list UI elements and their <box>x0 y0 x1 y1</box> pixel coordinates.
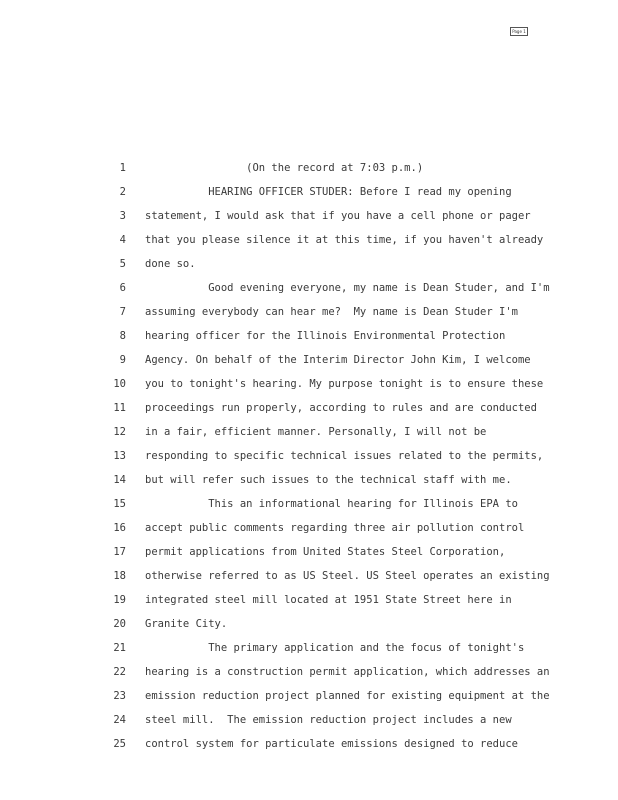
line-text: that you please silence it at this time, if you haven't already <box>145 234 544 246</box>
line-number: 9 <box>119 354 126 366</box>
line-number: 8 <box>119 330 126 342</box>
line-text: otherwise referred to as US Steel. US Steel operates an existing <box>145 570 550 582</box>
transcript-line <box>0 300 618 324</box>
line-number: 24 <box>113 714 126 726</box>
line-text: Agency. On behalf of the Interim Director John Kim, I welcome <box>145 354 531 366</box>
transcript-line <box>0 276 618 300</box>
transcript-line <box>0 420 618 444</box>
transcript-line <box>0 396 618 420</box>
line-text: (On the record at 7:03 p.m.) <box>145 162 424 174</box>
line-number: 20 <box>113 618 126 630</box>
line-text: hearing is a construction permit application, which addresses an <box>145 666 550 678</box>
line-number: 1 <box>119 162 126 174</box>
line-number: 22 <box>113 666 126 678</box>
transcript-line <box>0 564 618 588</box>
transcript-line <box>0 708 618 732</box>
line-text: permit applications from United States Steel Corporation, <box>145 546 506 558</box>
line-text: HEARING OFFICER STUDER: Before I read my opening <box>145 186 512 198</box>
transcript-line <box>0 516 618 540</box>
transcript-line <box>0 492 618 516</box>
transcript-line <box>0 636 618 660</box>
transcript-line <box>0 228 618 252</box>
line-text: statement, I would ask that if you have a cell phone or pager <box>145 210 531 222</box>
line-text: responding to specific technical issues related to the permits, <box>145 450 544 462</box>
transcript-line <box>0 252 618 276</box>
line-number: 19 <box>113 594 126 606</box>
line-number: 10 <box>113 378 126 390</box>
transcript-line <box>0 588 618 612</box>
line-text: proceedings run properly, according to rules and are conducted <box>145 402 537 414</box>
line-number: 13 <box>113 450 126 462</box>
transcript-line <box>0 660 618 684</box>
line-text: integrated steel mill located at 1951 State Street here in <box>145 594 512 606</box>
line-text: Good evening everyone, my name is Dean Studer, and I'm <box>145 282 550 294</box>
transcript-line <box>0 180 618 204</box>
line-number: 4 <box>119 234 126 246</box>
transcript-line <box>0 468 618 492</box>
line-number: 3 <box>119 210 126 222</box>
line-number: 7 <box>119 306 126 318</box>
line-number: 5 <box>119 258 126 270</box>
line-number: 12 <box>113 426 126 438</box>
line-text: The primary application and the focus of tonight's <box>145 642 525 654</box>
transcript-line <box>0 324 618 348</box>
page-stamp: Page 1 <box>510 27 528 36</box>
line-number: 15 <box>113 498 126 510</box>
transcript-line <box>0 684 618 708</box>
transcript-line <box>0 348 618 372</box>
line-number: 17 <box>113 546 126 558</box>
line-text: done so. <box>145 258 196 270</box>
line-number: 11 <box>113 402 126 414</box>
transcript-line <box>0 540 618 564</box>
transcript-line <box>0 372 618 396</box>
line-text: hearing officer for the Illinois Environmental Protection <box>145 330 506 342</box>
line-text: Granite City. <box>145 618 228 630</box>
line-number: 2 <box>119 186 126 198</box>
transcript-body <box>0 156 618 756</box>
line-text: assuming everybody can hear me? My name is Dean Studer I'm <box>145 306 518 318</box>
line-number: 18 <box>113 570 126 582</box>
line-text: steel mill. The emission reduction project includes a new <box>145 714 512 726</box>
line-number: 21 <box>113 642 126 654</box>
line-text: you to tonight's hearing. My purpose tonight is to ensure these <box>145 378 544 390</box>
line-text: accept public comments regarding three air pollution control <box>145 522 525 534</box>
line-number: 6 <box>119 282 126 294</box>
line-text: but will refer such issues to the technical staff with me. <box>145 474 512 486</box>
transcript-line <box>0 612 618 636</box>
transcript-line <box>0 444 618 468</box>
transcript-line <box>0 204 618 228</box>
line-number: 25 <box>113 738 126 750</box>
line-number: 23 <box>113 690 126 702</box>
line-text: This an informational hearing for Illinois EPA to <box>145 498 518 510</box>
transcript-line <box>0 732 618 756</box>
line-number: 14 <box>113 474 126 486</box>
line-text: in a fair, efficient manner. Personally, I will not be <box>145 426 487 438</box>
line-number: 16 <box>113 522 126 534</box>
transcript-line <box>0 156 618 180</box>
line-text: control system for particulate emissions designed to reduce <box>145 738 518 750</box>
line-text: emission reduction project planned for existing equipment at the <box>145 690 550 702</box>
